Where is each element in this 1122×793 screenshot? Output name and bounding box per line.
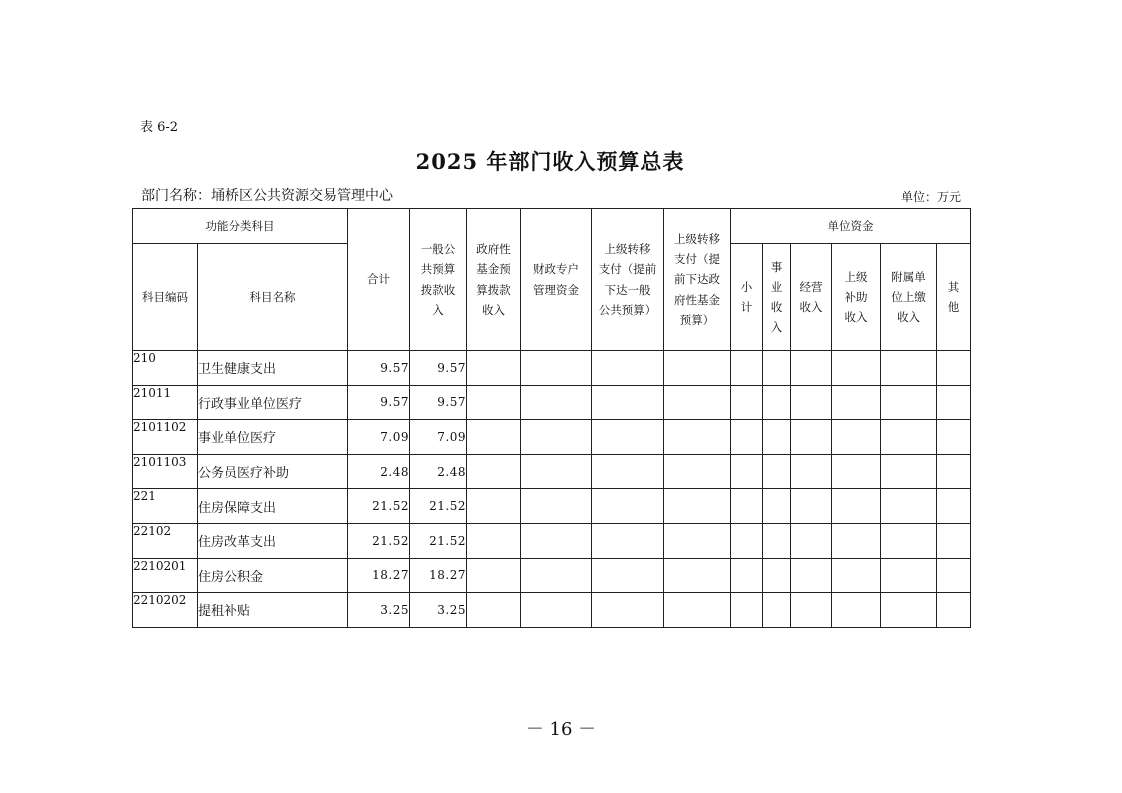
cell-code: 2101102	[133, 420, 198, 455]
cell-empty	[763, 385, 791, 420]
cell-empty	[664, 454, 731, 489]
cell-empty	[881, 351, 937, 386]
table-row	[133, 593, 971, 628]
cell-empty	[592, 523, 664, 558]
cell-empty	[881, 420, 937, 455]
table-number: 表 6-2	[140, 120, 179, 135]
cell-empty	[664, 523, 731, 558]
header-transfer-fund: 上级转移 支付（提 前下达政 府性基金 预算）	[664, 209, 731, 351]
cell-empty	[731, 454, 763, 489]
cell-empty	[832, 385, 881, 420]
cell-empty	[791, 385, 832, 420]
cell-general-budget: 9.57	[410, 351, 467, 386]
cell-empty	[731, 558, 763, 593]
cell-empty	[467, 385, 521, 420]
cell-empty	[763, 558, 791, 593]
table-row	[133, 523, 971, 558]
header-subtotal: 小 计	[731, 244, 763, 351]
cell-empty	[937, 593, 971, 628]
cell-empty	[467, 351, 521, 386]
cell-empty	[832, 489, 881, 524]
table-row	[133, 489, 971, 524]
cell-empty	[664, 351, 731, 386]
cell-empty	[832, 420, 881, 455]
header-operating-income: 经营 收入	[791, 244, 832, 351]
cell-empty	[763, 489, 791, 524]
cell-total: 9.57	[348, 385, 410, 420]
cell-empty	[467, 593, 521, 628]
cell-empty	[832, 593, 881, 628]
header-code: 科目编码	[133, 244, 198, 351]
cell-empty	[881, 558, 937, 593]
budget-table	[132, 208, 971, 628]
cell-empty	[731, 420, 763, 455]
cell-empty	[592, 385, 664, 420]
cell-empty	[881, 454, 937, 489]
cell-empty	[521, 454, 592, 489]
table-row	[133, 385, 971, 420]
cell-empty	[832, 558, 881, 593]
cell-code: 221	[133, 489, 198, 524]
cell-total: 7.09	[348, 420, 410, 455]
cell-empty	[881, 489, 937, 524]
header-total: 合计	[348, 209, 410, 351]
header-superior-subsidy: 上级 补助 收入	[832, 244, 881, 351]
cell-empty	[664, 420, 731, 455]
cell-name: 事业单位医疗	[198, 420, 348, 455]
header-transfer-general: 上级转移 支付（提前 下达一般 公共预算）	[592, 209, 664, 351]
cell-empty	[592, 454, 664, 489]
cell-total: 9.57	[348, 351, 410, 386]
cell-total: 21.52	[348, 489, 410, 524]
cell-empty	[791, 454, 832, 489]
cell-empty	[791, 420, 832, 455]
cell-empty	[881, 593, 937, 628]
cell-empty	[592, 593, 664, 628]
cell-empty	[592, 351, 664, 386]
cell-general-budget: 21.52	[410, 523, 467, 558]
cell-empty	[731, 593, 763, 628]
cell-empty	[763, 593, 791, 628]
cell-code: 22102	[133, 523, 198, 558]
cell-empty	[763, 523, 791, 558]
header-other: 其 他	[937, 244, 971, 351]
table-row	[133, 454, 971, 489]
cell-empty	[467, 523, 521, 558]
header-affiliated-income: 附属单 位上缴 收入	[881, 244, 937, 351]
cell-code: 21011	[133, 385, 198, 420]
cell-empty	[521, 420, 592, 455]
cell-empty	[664, 385, 731, 420]
cell-name: 住房保障支出	[198, 489, 348, 524]
header-general-budget: 一般公 共预算 拨款收 入	[410, 209, 467, 351]
cell-empty	[791, 558, 832, 593]
cell-empty	[592, 420, 664, 455]
cell-empty	[791, 351, 832, 386]
cell-code: 2210202	[133, 593, 198, 628]
department-name: 部门名称：埇桥区公共资源交易管理中心	[141, 188, 393, 204]
cell-empty	[881, 385, 937, 420]
cell-empty	[731, 351, 763, 386]
cell-empty	[881, 523, 937, 558]
cell-total: 21.52	[348, 523, 410, 558]
cell-empty	[467, 489, 521, 524]
header-name: 科目名称	[198, 244, 348, 351]
cell-empty	[731, 385, 763, 420]
cell-name: 卫生健康支出	[198, 351, 348, 386]
cell-total: 2.48	[348, 454, 410, 489]
cell-empty	[937, 558, 971, 593]
cell-empty	[763, 420, 791, 455]
header-unit-funds: 单位资金	[731, 209, 971, 244]
header-fiscal-special: 财政专户 管理资金	[521, 209, 592, 351]
cell-empty	[791, 593, 832, 628]
cell-empty	[937, 523, 971, 558]
cell-empty	[521, 593, 592, 628]
cell-empty	[937, 489, 971, 524]
cell-name: 公务员医疗补助	[198, 454, 348, 489]
cell-empty	[664, 489, 731, 524]
cell-empty	[731, 489, 763, 524]
header-func-class: 功能分类科目	[133, 209, 348, 244]
header-gov-fund: 政府性 基金预 算拨款 收入	[467, 209, 521, 351]
cell-empty	[731, 523, 763, 558]
cell-empty	[832, 454, 881, 489]
cell-empty	[832, 351, 881, 386]
cell-general-budget: 21.52	[410, 489, 467, 524]
cell-empty	[763, 454, 791, 489]
cell-empty	[763, 351, 791, 386]
cell-empty	[791, 489, 832, 524]
cell-empty	[832, 523, 881, 558]
cell-name: 行政事业单位医疗	[198, 385, 348, 420]
cell-general-budget: 18.27	[410, 558, 467, 593]
cell-code: 2101103	[133, 454, 198, 489]
cell-name: 提租补贴	[198, 593, 348, 628]
table-row	[133, 558, 971, 593]
cell-general-budget: 9.57	[410, 385, 467, 420]
cell-empty	[521, 558, 592, 593]
page-title: 2025 年部门收入预算总表	[415, 149, 685, 174]
table-row	[133, 351, 971, 386]
cell-empty	[521, 489, 592, 524]
cell-empty	[521, 385, 592, 420]
header-business-income: 事 业 收 入	[763, 244, 791, 351]
unit-label: 单位：万元	[900, 190, 961, 204]
cell-empty	[521, 351, 592, 386]
page-number: － 16 －	[525, 719, 597, 740]
cell-empty	[467, 420, 521, 455]
cell-empty	[592, 558, 664, 593]
cell-empty	[664, 558, 731, 593]
cell-empty	[664, 593, 731, 628]
cell-empty	[937, 351, 971, 386]
cell-empty	[937, 420, 971, 455]
cell-name: 住房公积金	[198, 558, 348, 593]
cell-empty	[521, 523, 592, 558]
cell-empty	[467, 454, 521, 489]
cell-empty	[937, 385, 971, 420]
cell-general-budget: 7.09	[410, 420, 467, 455]
cell-general-budget: 3.25	[410, 593, 467, 628]
cell-empty	[937, 454, 971, 489]
cell-total: 18.27	[348, 558, 410, 593]
table-row	[133, 420, 971, 455]
cell-total: 3.25	[348, 593, 410, 628]
cell-code: 2210201	[133, 558, 198, 593]
cell-empty	[467, 558, 521, 593]
cell-code: 210	[133, 351, 198, 386]
cell-name: 住房改革支出	[198, 523, 348, 558]
cell-empty	[791, 523, 832, 558]
cell-general-budget: 2.48	[410, 454, 467, 489]
cell-empty	[592, 489, 664, 524]
